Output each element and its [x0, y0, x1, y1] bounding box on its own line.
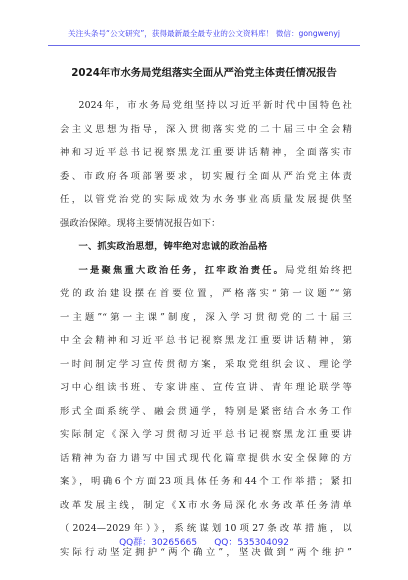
- paragraph-line: 强政治保障。现将主要情况报告如下：: [60, 217, 221, 229]
- paragraph-line: 党的政治建设摆在首要位置，严格落实“第一议题”“第: [60, 288, 352, 299]
- promo-header: 关注头条号“公文研究”，获得最新最全最专业的公文资料库！ 微信：gongwenyj: [68, 29, 340, 38]
- paragraph-line: 形式全面系统学、融会贯通学，特别是紧密结合水务工作: [60, 405, 352, 417]
- sub-heading-rest: 局党组始终把: [285, 264, 352, 276]
- paragraph-line: 实际制定《深入学习贯彻习近平总书记视察黑龙江重要讲: [60, 429, 352, 440]
- document-title: 2024年市水务局党组落实全面从严治党主体责任情况报告: [71, 67, 337, 79]
- intro-paragraph: [60, 94, 352, 235]
- paragraph-line: 神和习近平总书记视察黑龙江重要讲话精神，全面落实市: [60, 147, 352, 158]
- paragraph-line: 会主义思想为指导，深入贯彻落实党的二十届三中全会精: [60, 123, 352, 135]
- paragraph-line: 案》，明确6个方面23项具体任务和44个工作举措；紧扣: [60, 476, 352, 487]
- sub-paragraph: [60, 282, 352, 564]
- qq-group-label: QQ群：: [119, 538, 152, 548]
- qq-label: QQ：: [214, 538, 238, 548]
- paragraph-line: 实际行动坚定拥护“两个确立”，坚决做到“两个维护”: [60, 546, 352, 558]
- paragraph-line: 一时间制定学习宣传贯彻方案，采取党组织会议、理论学: [60, 358, 352, 370]
- sub-heading-lead: 一是聚焦重大政治任务，扛牢政治责任。: [78, 264, 286, 276]
- section-heading: 一、抓实政治思想，铸牢绝对忠诚的政治品格: [78, 241, 268, 252]
- paragraph-line: [60, 259, 352, 283]
- header-rule: [48, 45, 360, 46]
- paragraph-line: 2024年，市水务局党组坚持以习近平新时代中国特色社: [78, 100, 352, 111]
- paragraph-line: 一主题”“第一主课”制度，深入学习贯彻党的二十届三: [60, 311, 352, 323]
- qq-group-number: 30265665: [151, 538, 198, 548]
- paragraph-line: 委、市政府各项部署要求，切实履行全面从严治党主体责: [60, 170, 352, 182]
- qq-number: 535304092: [237, 538, 289, 548]
- paragraph-line: 改革发展主线，制定《X市水务局深化水务改革任务清单: [60, 499, 352, 511]
- paragraph-line: 任，以管党治党的实际成效为水务事业高质量发展提供坚: [60, 194, 352, 205]
- paragraph-line: （2024—2029年）》，系统谋划10项27条改革措施，以: [60, 523, 352, 534]
- contact-footer: [0, 535, 408, 548]
- paragraph-line: 习中心组读书班、专家讲座、宣传宣讲、青年理论联学等: [60, 382, 352, 393]
- document-body: [60, 94, 352, 564]
- paragraph-line: 话精神为奋力谱写中国式现代化篇章提供水安全保障的方: [60, 452, 352, 464]
- paragraph-line: 中全会精神和习近平总书记视察黑龙江重要讲话精神，第: [60, 335, 352, 346]
